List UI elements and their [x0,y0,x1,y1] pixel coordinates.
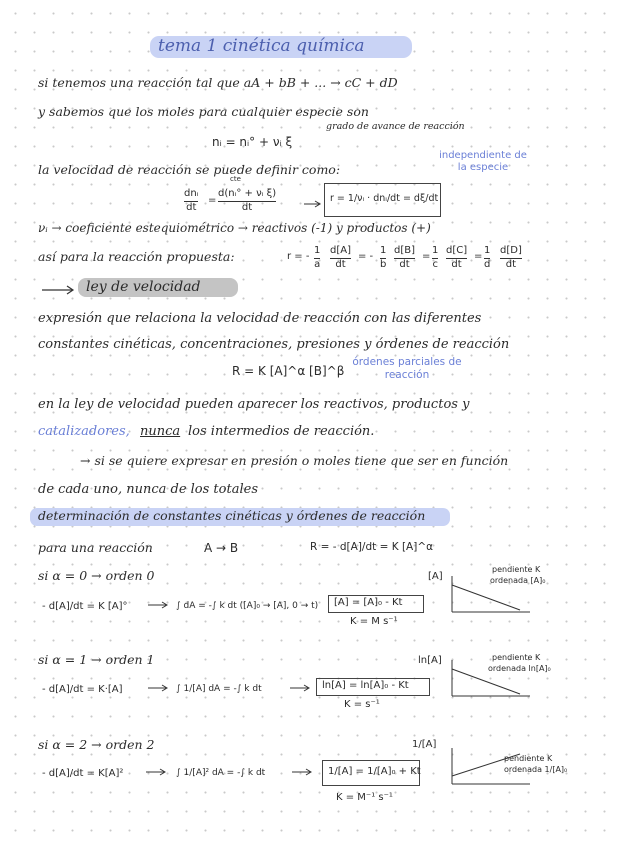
order2-graph-y: 1/[A] [412,739,437,750]
intermedios-text: los intermedios de reacción. [188,424,375,439]
arrow-icon [148,684,170,692]
dt-label: dt [241,201,253,213]
order2-int: ∫ 1/[A]² dA = -∫ k dt [176,768,266,778]
order2-graph-note2: ordenada 1/[A]₀ [504,765,568,774]
order2-units: K = M⁻¹ s⁻¹ [336,792,393,803]
frac-dB-dt [394,246,415,270]
order2-diff: - d[A]/dt = K[A]² [42,768,124,779]
dterm-dt-fraction [218,189,276,213]
rate-law: R = K [A]^α [B]^β [232,364,345,378]
order2-graph-note: pendiente K [504,754,553,763]
frac-dD-dt [500,246,522,270]
line-aparecer: en la ley de velocidad pueden aparecer los reactivos, productos y [38,397,470,412]
one: 1 [484,245,491,256]
cte-label: cte [230,175,241,183]
line-totales: de cada uno, nunca de los totales [38,482,258,497]
order0-int: ∫ dA = -∫ k dt ([A]₀ → [A], 0 → t) [176,601,319,611]
order0-head: si α = 0 → orden 0 [38,568,155,583]
order2-result: 1/[A] = 1/[A]₀ + Kt [328,766,421,777]
order0-diff: - d[A]/dt = K [A]° [42,601,128,612]
arrow-icon [42,285,76,295]
independiente-note: independiente de la especie [439,150,527,173]
coef-c: c [432,258,438,270]
frac-1-a [314,246,320,270]
frac-1-d [484,246,490,270]
order1-graph-note: pendiente K [492,653,541,662]
arrow-icon [304,200,322,208]
order1-graph-note2: ordenada ln[A]₀ [488,664,551,673]
catalizadores-text: catalizadores, [38,424,130,439]
order1-int: ∫ 1/[A] dA = -∫ k dt [176,684,262,694]
ley-heading: ley de velocidad [86,279,201,295]
reaction-a-b: A → B [204,541,239,555]
dt: dt [505,258,517,270]
r-definition: r = 1/νᵢ · dnᵢ/dt = dξ/dt [330,193,439,204]
dt: dt [451,258,462,270]
dn-dt-fraction [184,189,198,213]
line-velocidad: la velocidad de reacción se puede definir como: [38,162,341,177]
dterm-label: d(nᵢ° + νᵢ ξ) [218,188,277,199]
eq-sep: = - [358,251,374,262]
order2-head: si α = 2 → orden 2 [38,737,155,752]
order1-units: K = s⁻¹ [344,699,380,710]
arrow-icon [148,601,170,609]
dD: d[D] [500,245,522,256]
order0-units: K = M s⁻¹ [350,616,398,627]
line-reaction: si tenemos una reacción tal que aA + bB + ... → cC + dD [38,75,398,90]
grado-note: grado de avance de reacción [326,121,465,132]
dt: dt [335,258,346,270]
frac-1-b [380,246,386,270]
line-coeficiente: νᵢ → coeficiente estequiométrico → reactivos (-1) y productos (+) [38,221,431,235]
one: 1 [380,245,387,256]
frac-dC-dt [446,246,467,270]
order0-graph-note2: ordenada [A]₀ [490,576,546,585]
order1-diff: - d[A]/dt = K·[A] [42,684,123,695]
frac-dA-dt [330,246,351,270]
coef-d: d [484,258,491,270]
one: 1 [432,245,439,256]
dt: dt [399,258,410,270]
one: 1 [314,245,321,256]
dC: d[C] [446,245,468,256]
det-heading: determinación de constantes cinéticas y órdenes de reacción [38,508,426,523]
order1-graph-y: ln[A] [418,655,442,666]
r-equals: r = - [287,251,310,262]
order0-graph-y: [A] [428,571,443,582]
dA: d[A] [330,245,351,256]
line-propuesta: así para la reacción propuesta: [38,249,235,264]
order0-result: [A] = [A]₀ - Kt [334,597,403,608]
arrow-icon [146,768,168,776]
line-moles: y sabemos que los moles para cualquier especie son [38,104,369,119]
line-expresion: expresión que relaciona la velocidad de reacción con las diferentes [38,311,482,326]
rate-simple: R = - d[A]/dt = K [A]^α [310,541,434,553]
ordenes-note: órdenes parciales de reacción [352,356,462,382]
order1-graph [448,656,534,702]
arrow-icon [292,768,314,776]
frac-1-c [432,246,438,270]
dt-label: dt [186,201,197,213]
eq-sep: = [474,251,483,262]
line-presion: → si se quiere expresar en presión o moles tiene que ser en función [80,453,509,468]
moles-equation: nᵢ = nᵢ° + νᵢ ξ [212,135,293,149]
order0-graph-note: pendiente K [492,565,541,574]
nunca-text: nunca [140,424,181,439]
dB: d[B] [394,245,416,256]
line-para-reaccion: para una reacción [38,540,153,555]
line-constantes: constantes cinéticas, concentraciones, presiones y órdenes de reacción [38,337,510,352]
dn-label: dnᵢ [184,188,199,199]
page-title: tema 1 cinética química [158,36,365,56]
order1-result: ln[A] = ln[A]₀ - Kt [322,680,409,691]
eq-sep: = [422,251,431,262]
equals-sign: = [208,195,217,206]
coef-b: b [380,258,387,270]
coef-a: a [314,258,321,270]
order1-head: si α = 1 → orden 1 [38,652,155,667]
arrow-icon [290,684,312,692]
